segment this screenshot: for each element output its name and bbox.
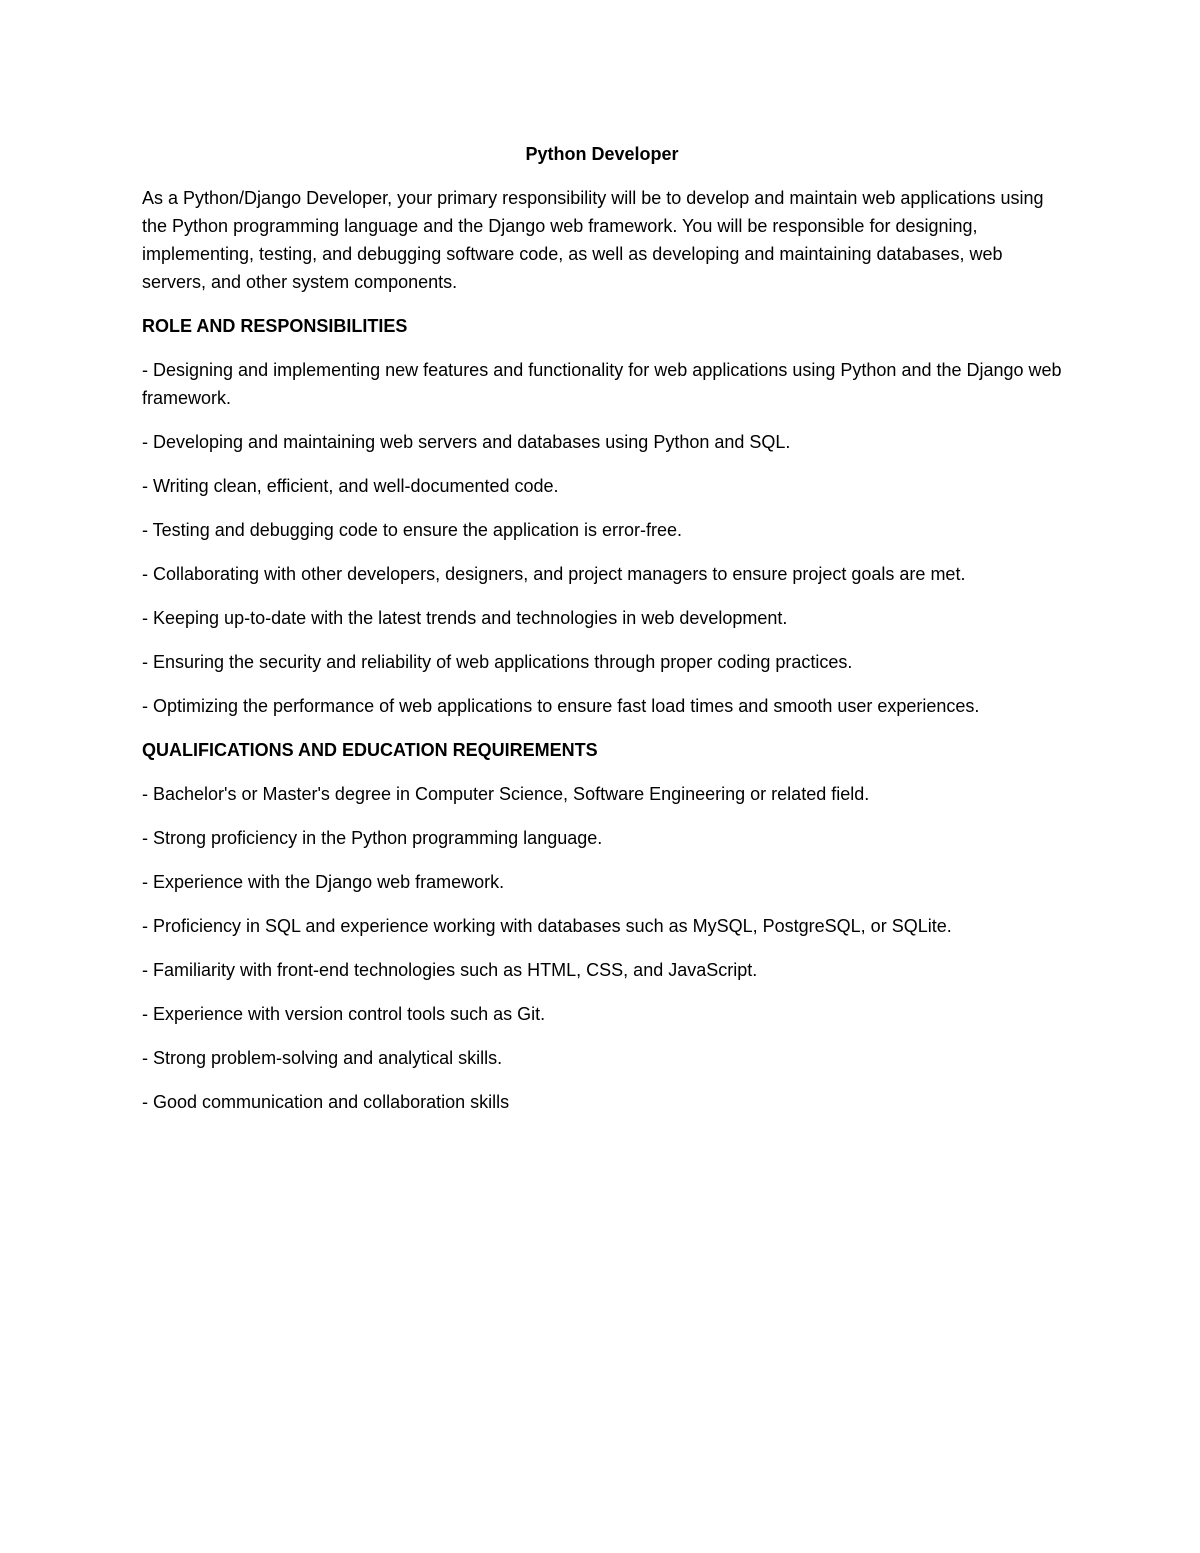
- page-title: Python Developer: [525, 144, 679, 164]
- list-item: - Experience with the Django web framework.: [142, 872, 505, 892]
- document-body: [142, 140, 1062, 1132]
- list-item: - Collaborating with other developers, designers, and project managers to ensure project goals are met.: [142, 564, 966, 584]
- list-item: - Proficiency in SQL and experience working with databases such as MySQL, PostgreSQL, or SQLite.: [142, 916, 952, 936]
- list-item: - Strong proficiency in the Python programming language.: [142, 828, 603, 848]
- list-item: - Testing and debugging code to ensure the application is error-free.: [142, 520, 683, 540]
- list-item: - Keeping up-to-date with the latest trends and technologies in web development.: [142, 608, 788, 628]
- list-item: - Strong problem-solving and analytical skills.: [142, 1048, 503, 1068]
- list-item: - Developing and maintaining web servers and databases using Python and SQL.: [142, 432, 791, 452]
- list-item: - Experience with version control tools such as Git.: [142, 1004, 546, 1024]
- list-item: - Writing clean, efficient, and well-documented code.: [142, 476, 559, 496]
- list-item: - Optimizing the performance of web applications to ensure fast load times and smooth user experiences.: [142, 696, 980, 716]
- roles-heading: ROLE AND RESPONSIBILITIES: [142, 316, 408, 336]
- list-item: - Bachelor's or Master's degree in Computer Science, Software Engineering or related field.: [142, 784, 870, 804]
- qualifications-heading: QUALIFICATIONS AND EDUCATION REQUIREMENTS: [142, 740, 598, 760]
- list-item: - Designing and implementing new features and functionality for web applications using Python and the Django web framework.: [142, 360, 1062, 408]
- intro-paragraph: As a Python/Django Developer, your primary responsibility will be to develop and maintain web applications using the Python programming language and the Django web framework. You will be responsible for designing, implementing, testing, and debugging software code, as well as developing and maintaining databases, web servers, and other system components.: [142, 188, 1044, 292]
- list-item: - Good communication and collaboration skills: [142, 1092, 510, 1112]
- roles-list: [142, 356, 1062, 720]
- list-item: - Familiarity with front-end technologies such as HTML, CSS, and JavaScript.: [142, 960, 758, 980]
- qualifications-list: [142, 780, 1062, 1116]
- list-item: - Ensuring the security and reliability of web applications through proper coding practices.: [142, 652, 853, 672]
